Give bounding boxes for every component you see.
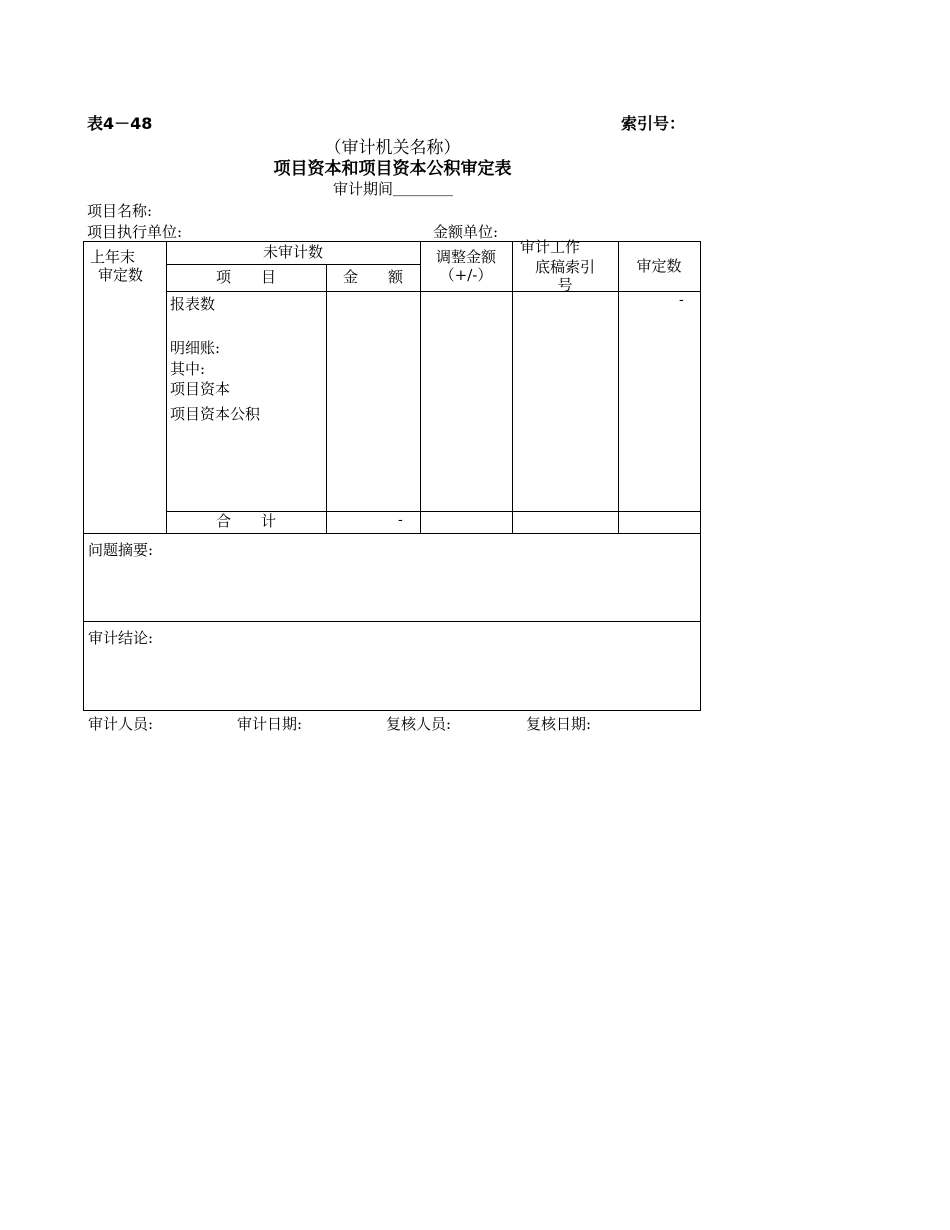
col-workpaper-line3: 号: [557, 276, 573, 294]
col-workpaper-line1: 审计工作: [520, 238, 581, 256]
project-name-label: 项目名称:: [87, 202, 153, 220]
reviewer-label: 复核人员:: [386, 715, 452, 733]
auditor-label: 审计人员:: [88, 715, 154, 733]
row-report: 报表数: [170, 295, 216, 313]
page-title: 项目资本和项目资本公积审定表: [273, 159, 512, 179]
final-report-value: -: [679, 292, 684, 308]
col-prev-line1: 上年末: [90, 248, 136, 266]
total-amount: -: [398, 512, 403, 528]
col-final: 审定数: [636, 257, 682, 275]
col-adjust-line1: 调整金额: [435, 248, 496, 266]
audit-period: 审计期间＿＿＿＿: [333, 180, 454, 198]
amount-unit-label: 金额单位:: [433, 223, 499, 241]
col-amount: 金 额: [342, 268, 403, 286]
col-workpaper-line2: 底稿索引: [534, 258, 595, 276]
conclusion-label: 审计结论:: [88, 629, 154, 647]
index-label: 索引号：: [621, 114, 686, 133]
table-number: 表4－48: [87, 114, 153, 133]
col-prev-line2: 审定数: [98, 266, 144, 284]
exec-unit-label: 项目执行单位:: [87, 223, 183, 241]
row-among: 其中:: [170, 360, 206, 378]
summary-label: 问题摘要:: [88, 541, 154, 559]
col-unaudited: 未审计数: [262, 243, 323, 261]
col-item: 项 目: [215, 268, 276, 286]
review-date-label: 复核日期:: [526, 715, 592, 733]
row-capital-reserve: 项目资本公积: [170, 405, 261, 423]
total-label: 合 计: [215, 512, 276, 530]
audit-date-label: 审计日期:: [237, 715, 303, 733]
row-ledger: 明细账:: [170, 339, 221, 357]
row-capital: 项目资本: [170, 380, 231, 398]
org-name: （审计机关名称）: [324, 138, 461, 158]
col-adjust-line2: （+/-）: [439, 266, 493, 284]
